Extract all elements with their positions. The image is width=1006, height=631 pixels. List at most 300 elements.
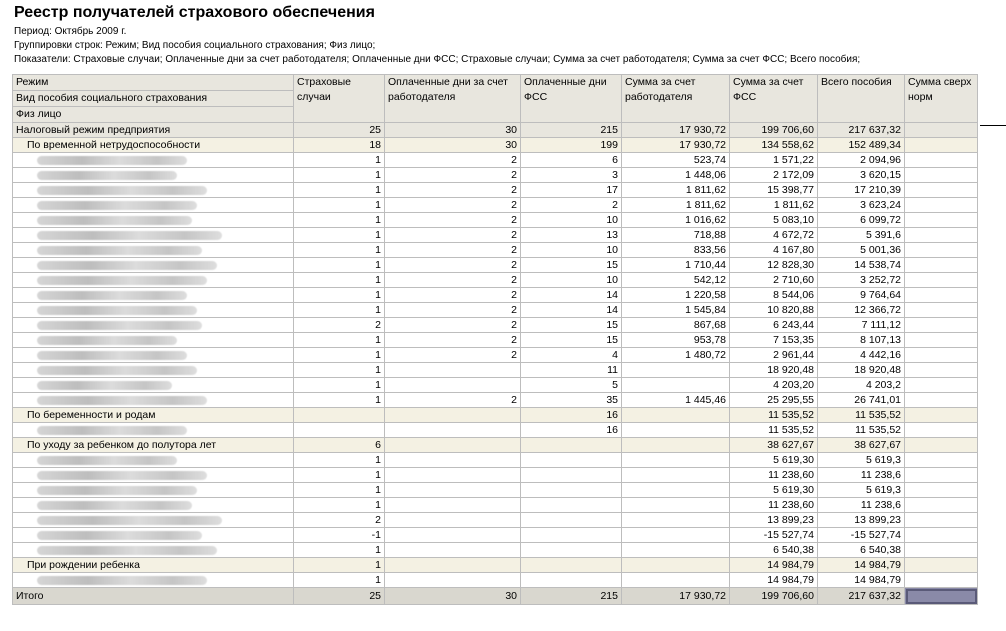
value-cell: 11 238,60 <box>730 498 818 513</box>
value-cell <box>905 573 978 588</box>
value-cell: 1 <box>294 273 385 288</box>
value-cell <box>905 303 978 318</box>
value-cell: 38 627,67 <box>730 438 818 453</box>
value-cell: 3 252,72 <box>818 273 905 288</box>
value-cell <box>622 438 730 453</box>
value-cell: 833,56 <box>622 243 730 258</box>
col-header-over-norm[interactable]: Сумма сверх норм <box>905 75 978 123</box>
value-cell <box>905 138 978 153</box>
row-label <box>13 423 294 438</box>
value-cell <box>905 453 978 468</box>
row-label <box>13 183 294 198</box>
value-cell: 14 984,79 <box>818 573 905 588</box>
table-row-person[interactable] <box>13 333 978 348</box>
value-cell: 2 172,09 <box>730 168 818 183</box>
table-row-person[interactable] <box>13 198 978 213</box>
redacted-name <box>37 366 197 375</box>
table-row-person[interactable] <box>13 318 978 333</box>
total-label: Итого <box>13 588 294 605</box>
row-label <box>13 213 294 228</box>
value-cell: 10 <box>521 273 622 288</box>
value-cell: 5 391,6 <box>818 228 905 243</box>
value-cell: 14 984,79 <box>730 573 818 588</box>
total-cell: 217 637,32 <box>818 588 905 605</box>
value-cell: 2 094,96 <box>818 153 905 168</box>
value-cell: 1 811,62 <box>622 183 730 198</box>
table-row-person[interactable] <box>13 573 978 588</box>
table-row-person[interactable] <box>13 513 978 528</box>
redacted-name <box>37 231 222 240</box>
value-cell <box>385 408 521 423</box>
value-cell: 1 <box>294 558 385 573</box>
value-cell: 134 558,62 <box>730 138 818 153</box>
header-row-label-benefit-type: Вид пособия социального страхования <box>13 91 294 107</box>
value-cell: 1 571,22 <box>730 153 818 168</box>
redacted-name <box>37 171 177 180</box>
value-cell: 2 <box>385 318 521 333</box>
value-cell: 15 <box>521 258 622 273</box>
value-cell <box>385 558 521 573</box>
value-cell: 6 099,72 <box>818 213 905 228</box>
divider-line <box>980 125 1006 126</box>
value-cell: 1 <box>294 333 385 348</box>
row-label <box>13 378 294 393</box>
value-cell <box>521 438 622 453</box>
value-cell: 2 <box>294 513 385 528</box>
value-cell <box>521 483 622 498</box>
value-cell: 8 544,06 <box>730 288 818 303</box>
header-row-label-mode: Режим <box>13 75 294 91</box>
value-cell: 2 <box>385 273 521 288</box>
value-cell <box>905 363 978 378</box>
redacted-name <box>37 216 192 225</box>
value-cell: 18 920,48 <box>730 363 818 378</box>
value-cell: 16 <box>521 423 622 438</box>
value-cell: 6 540,38 <box>818 543 905 558</box>
value-cell <box>905 153 978 168</box>
value-cell: 1 <box>294 243 385 258</box>
value-cell: -15 527,74 <box>818 528 905 543</box>
report-title: Реестр получателей страхового обеспечения <box>14 4 375 21</box>
table-row-person[interactable] <box>13 378 978 393</box>
value-cell: 3 623,24 <box>818 198 905 213</box>
value-cell <box>905 288 978 303</box>
group-row-benefit-type[interactable] <box>13 408 978 423</box>
table-row-person[interactable] <box>13 168 978 183</box>
value-cell: 12 828,30 <box>730 258 818 273</box>
redacted-name <box>37 471 207 480</box>
value-cell: 523,74 <box>622 153 730 168</box>
value-cell <box>385 513 521 528</box>
value-cell: 1 445,46 <box>622 393 730 408</box>
table-row-person[interactable] <box>13 228 978 243</box>
table-row-person[interactable] <box>13 363 978 378</box>
table-row-person[interactable] <box>13 528 978 543</box>
value-cell: 10 <box>521 213 622 228</box>
col-header-total-benefit[interactable]: Всего пособия <box>818 75 905 123</box>
total-cell: 215 <box>521 588 622 605</box>
value-cell: 2 <box>294 318 385 333</box>
row-label <box>13 498 294 513</box>
row-label <box>13 453 294 468</box>
value-cell: 2 961,44 <box>730 348 818 363</box>
selected-cell[interactable] <box>905 588 978 605</box>
group-row-mode[interactable] <box>13 123 978 138</box>
value-cell <box>905 558 978 573</box>
row-label <box>13 153 294 168</box>
value-cell <box>622 573 730 588</box>
value-cell <box>521 573 622 588</box>
row-label <box>13 303 294 318</box>
value-cell: 11 535,52 <box>818 408 905 423</box>
group-row-benefit-type[interactable] <box>13 558 978 573</box>
value-cell: 11 535,52 <box>730 408 818 423</box>
value-cell <box>622 378 730 393</box>
value-cell <box>905 168 978 183</box>
value-cell: 2 <box>385 183 521 198</box>
row-label <box>13 468 294 483</box>
value-cell <box>905 258 978 273</box>
value-cell: 217 637,32 <box>818 123 905 138</box>
redacted-name <box>37 156 187 165</box>
header-row-label-person: Физ лицо <box>13 107 294 123</box>
value-cell: 1 <box>294 393 385 408</box>
value-cell: 1 <box>294 378 385 393</box>
value-cell: 2 710,60 <box>730 273 818 288</box>
value-cell <box>294 408 385 423</box>
value-cell <box>385 378 521 393</box>
value-cell <box>905 123 978 138</box>
table-row-person[interactable] <box>13 348 978 363</box>
value-cell: 6 243,44 <box>730 318 818 333</box>
value-cell: 14 538,74 <box>818 258 905 273</box>
row-label <box>13 483 294 498</box>
total-cell: 25 <box>294 588 385 605</box>
value-cell: 1 <box>294 483 385 498</box>
row-label <box>13 363 294 378</box>
redacted-name <box>37 576 207 585</box>
value-cell: 4 167,80 <box>730 243 818 258</box>
redacted-name <box>37 351 187 360</box>
value-cell: 15 <box>521 318 622 333</box>
value-cell <box>385 528 521 543</box>
value-cell <box>905 528 978 543</box>
value-cell <box>521 558 622 573</box>
value-cell: 5 619,3 <box>818 453 905 468</box>
value-cell <box>622 408 730 423</box>
value-cell <box>905 228 978 243</box>
col-header-sum-employer[interactable]: Сумма за счет работодателя <box>622 75 730 123</box>
value-cell: 11 238,6 <box>818 468 905 483</box>
value-cell: 6 <box>294 438 385 453</box>
value-cell: 5 <box>521 378 622 393</box>
row-label <box>13 243 294 258</box>
value-cell <box>622 468 730 483</box>
table-row-person[interactable] <box>13 213 978 228</box>
redacted-name <box>37 336 177 345</box>
table-row-person[interactable] <box>13 423 978 438</box>
value-cell: 152 489,34 <box>818 138 905 153</box>
row-label <box>13 348 294 363</box>
table-row-person[interactable] <box>13 393 978 408</box>
value-cell: 199 <box>521 138 622 153</box>
value-cell <box>622 483 730 498</box>
row-label <box>13 273 294 288</box>
redacted-name <box>37 291 187 300</box>
value-cell: 4 <box>521 348 622 363</box>
col-header-days-employer[interactable]: Оплаченные дни за счет работодателя <box>385 75 521 123</box>
value-cell: 1 545,84 <box>622 303 730 318</box>
value-cell: 4 203,20 <box>730 378 818 393</box>
value-cell: 11 535,52 <box>818 423 905 438</box>
value-cell: 7 111,12 <box>818 318 905 333</box>
redacted-name <box>37 396 207 405</box>
value-cell: 1 <box>294 468 385 483</box>
value-cell: 542,12 <box>622 273 730 288</box>
value-cell <box>385 363 521 378</box>
value-cell: 4 203,2 <box>818 378 905 393</box>
redacted-name <box>37 261 217 270</box>
value-cell: 1 <box>294 453 385 468</box>
value-cell: 1 016,62 <box>622 213 730 228</box>
value-cell <box>385 483 521 498</box>
redacted-name <box>37 531 202 540</box>
value-cell: 10 <box>521 243 622 258</box>
value-cell: 14 984,79 <box>818 558 905 573</box>
col-header-sum-fss[interactable]: Сумма за счет ФСС <box>730 75 818 123</box>
row-label <box>13 228 294 243</box>
value-cell: 2 <box>385 303 521 318</box>
value-cell: 5 001,36 <box>818 243 905 258</box>
value-cell: 4 442,16 <box>818 348 905 363</box>
value-cell <box>521 453 622 468</box>
value-cell: 18 <box>294 138 385 153</box>
col-header-insured-cases[interactable]: Страховые случаи <box>294 75 385 123</box>
value-cell <box>521 543 622 558</box>
value-cell: 2 <box>385 243 521 258</box>
value-cell: 2 <box>385 168 521 183</box>
table-row-person[interactable] <box>13 273 978 288</box>
value-cell <box>905 333 978 348</box>
value-cell: 14 984,79 <box>730 558 818 573</box>
value-cell: 2 <box>385 333 521 348</box>
value-cell: 1 <box>294 183 385 198</box>
value-cell <box>905 498 978 513</box>
value-cell <box>622 543 730 558</box>
value-cell: 1 <box>294 228 385 243</box>
value-cell <box>385 438 521 453</box>
value-cell: 199 706,60 <box>730 123 818 138</box>
value-cell: 1 <box>294 303 385 318</box>
row-label <box>13 543 294 558</box>
value-cell <box>905 408 978 423</box>
value-cell: 1 <box>294 543 385 558</box>
value-cell: 25 295,55 <box>730 393 818 408</box>
table-row-person[interactable] <box>13 303 978 318</box>
redacted-name <box>37 186 207 195</box>
table-row-person[interactable] <box>13 453 978 468</box>
redacted-name <box>37 306 197 315</box>
redacted-name <box>37 246 202 255</box>
table-row-person[interactable] <box>13 288 978 303</box>
value-cell <box>622 363 730 378</box>
value-cell: 17 210,39 <box>818 183 905 198</box>
value-cell: 1 220,58 <box>622 288 730 303</box>
value-cell <box>385 543 521 558</box>
value-cell <box>521 513 622 528</box>
value-cell: 9 764,64 <box>818 288 905 303</box>
value-cell: 1 <box>294 288 385 303</box>
group-row-benefit-type[interactable] <box>13 138 978 153</box>
row-label <box>13 513 294 528</box>
value-cell <box>905 198 978 213</box>
value-cell: 215 <box>521 123 622 138</box>
value-cell: 35 <box>521 393 622 408</box>
value-cell: 5 083,10 <box>730 213 818 228</box>
value-cell: 2 <box>385 393 521 408</box>
value-cell: 2 <box>385 258 521 273</box>
value-cell: 2 <box>521 198 622 213</box>
value-cell: 17 930,72 <box>622 138 730 153</box>
value-cell: 12 366,72 <box>818 303 905 318</box>
value-cell: 1 710,44 <box>622 258 730 273</box>
value-cell: 2 <box>385 213 521 228</box>
redacted-name <box>37 321 202 330</box>
redacted-name <box>37 381 172 390</box>
row-label: По уходу за ребенком до полутора лет <box>13 438 294 453</box>
value-cell <box>905 423 978 438</box>
value-cell: 2 <box>385 348 521 363</box>
value-cell <box>622 453 730 468</box>
value-cell: 1 <box>294 153 385 168</box>
value-cell: 6 <box>521 153 622 168</box>
value-cell: 11 238,6 <box>818 498 905 513</box>
row-label <box>13 318 294 333</box>
value-cell <box>622 498 730 513</box>
value-cell: 30 <box>385 123 521 138</box>
value-cell: 1 <box>294 258 385 273</box>
value-cell: 1 <box>294 363 385 378</box>
row-label <box>13 333 294 348</box>
value-cell <box>385 573 521 588</box>
table-row-person[interactable] <box>13 468 978 483</box>
report-period: Период: Октябрь 2009 г. <box>14 26 127 37</box>
redacted-name <box>37 501 192 510</box>
value-cell: 11 238,60 <box>730 468 818 483</box>
value-cell: 953,78 <box>622 333 730 348</box>
row-label: При рождении ребенка <box>13 558 294 573</box>
redacted-name <box>37 516 222 525</box>
value-cell: 11 <box>521 363 622 378</box>
value-cell <box>905 348 978 363</box>
col-header-days-fss[interactable]: Оплаченные дни ФСС <box>521 75 622 123</box>
redacted-name <box>37 486 197 495</box>
total-cell: 30 <box>385 588 521 605</box>
table-row-person[interactable] <box>13 243 978 258</box>
value-cell: 1 <box>294 168 385 183</box>
value-cell <box>905 393 978 408</box>
table-row-person[interactable] <box>13 483 978 498</box>
redacted-name <box>37 546 217 555</box>
row-label <box>13 168 294 183</box>
value-cell: 38 627,67 <box>818 438 905 453</box>
row-label: По беременности и родам <box>13 408 294 423</box>
value-cell: 3 620,15 <box>818 168 905 183</box>
value-cell <box>521 468 622 483</box>
value-cell: 6 540,38 <box>730 543 818 558</box>
value-cell <box>385 423 521 438</box>
value-cell: 2 <box>385 198 521 213</box>
value-cell: 8 107,13 <box>818 333 905 348</box>
redacted-name <box>37 426 187 435</box>
redacted-name <box>37 201 197 210</box>
value-cell: 30 <box>385 138 521 153</box>
table-row-person[interactable] <box>13 183 978 198</box>
value-cell: 5 619,30 <box>730 483 818 498</box>
value-cell: 15 <box>521 333 622 348</box>
value-cell <box>905 183 978 198</box>
register-table <box>12 74 978 605</box>
value-cell: 4 672,72 <box>730 228 818 243</box>
table-row-person[interactable] <box>13 258 978 273</box>
value-cell: 1 811,62 <box>730 198 818 213</box>
value-cell: 26 741,01 <box>818 393 905 408</box>
value-cell: 3 <box>521 168 622 183</box>
value-cell <box>385 498 521 513</box>
table-row-person[interactable] <box>13 543 978 558</box>
value-cell <box>905 243 978 258</box>
value-cell: 5 619,30 <box>730 453 818 468</box>
value-cell: 18 920,48 <box>818 363 905 378</box>
table-row-person[interactable] <box>13 153 978 168</box>
row-label <box>13 573 294 588</box>
table-row-person[interactable] <box>13 498 978 513</box>
value-cell <box>385 468 521 483</box>
value-cell <box>905 378 978 393</box>
value-cell: 17 930,72 <box>622 123 730 138</box>
value-cell: 1 811,62 <box>622 198 730 213</box>
value-cell <box>905 543 978 558</box>
value-cell: 1 480,72 <box>622 348 730 363</box>
value-cell <box>905 483 978 498</box>
value-cell: 867,68 <box>622 318 730 333</box>
value-cell: 10 820,88 <box>730 303 818 318</box>
value-cell: 17 <box>521 183 622 198</box>
value-cell: 13 <box>521 228 622 243</box>
row-label <box>13 258 294 273</box>
value-cell <box>622 423 730 438</box>
value-cell: 7 153,35 <box>730 333 818 348</box>
row-label <box>13 393 294 408</box>
value-cell <box>622 558 730 573</box>
row-label: Налоговый режим предприятия <box>13 123 294 138</box>
row-label <box>13 198 294 213</box>
value-cell <box>622 528 730 543</box>
value-cell: 2 <box>385 288 521 303</box>
value-cell: -1 <box>294 528 385 543</box>
value-cell <box>905 318 978 333</box>
value-cell: 1 <box>294 348 385 363</box>
group-row-benefit-type[interactable] <box>13 438 978 453</box>
total-row[interactable] <box>13 588 978 605</box>
total-cell: 17 930,72 <box>622 588 730 605</box>
value-cell <box>905 513 978 528</box>
value-cell: 1 448,06 <box>622 168 730 183</box>
value-cell: 16 <box>521 408 622 423</box>
value-cell <box>905 273 978 288</box>
value-cell: 14 <box>521 288 622 303</box>
value-cell <box>622 513 730 528</box>
